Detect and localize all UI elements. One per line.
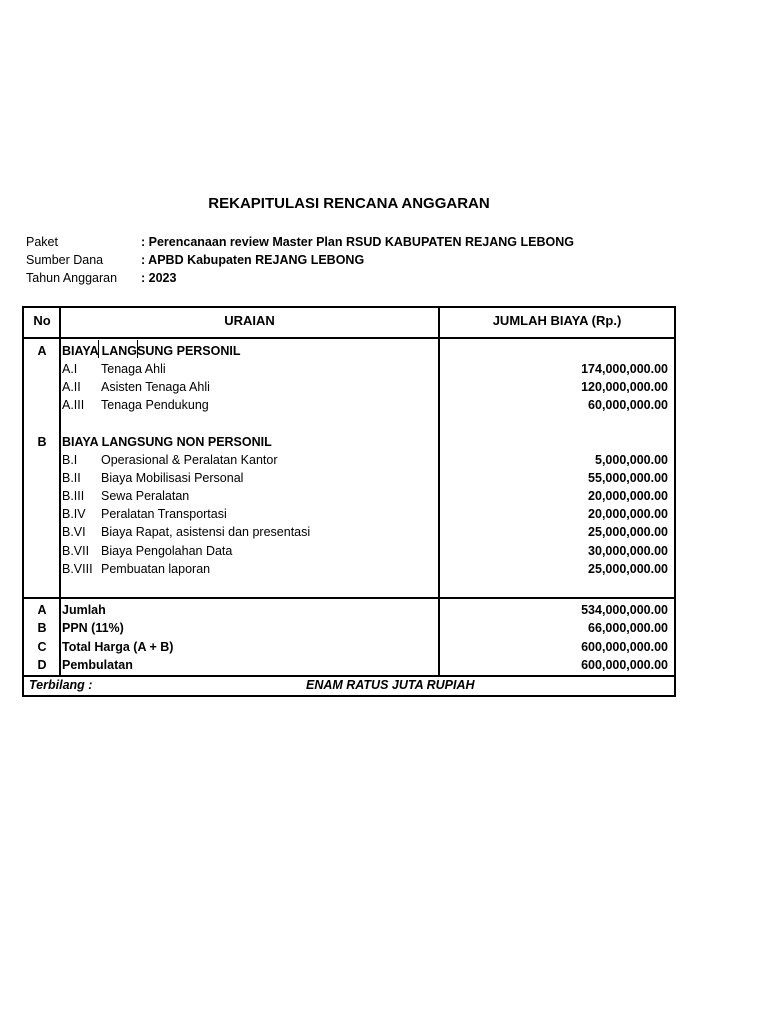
meta-value: : 2023 bbox=[141, 271, 177, 285]
item-description: Pembuatan laporan bbox=[101, 562, 211, 576]
item-description: Biaya Pengolahan Data bbox=[101, 544, 233, 558]
meta-label: Tahun Anggaran bbox=[26, 271, 118, 285]
meta-label: Sumber Dana bbox=[26, 253, 104, 267]
item-description: Sewa Peralatan bbox=[101, 489, 190, 503]
item-amount: 55,000,000.00 bbox=[588, 471, 668, 485]
item-amount: 20,000,000.00 bbox=[588, 489, 668, 503]
meta-label: Paket bbox=[26, 235, 58, 249]
item-amount: 25,000,000.00 bbox=[588, 525, 668, 539]
header-uraian: URAIAN bbox=[224, 313, 275, 328]
summary-divider bbox=[22, 597, 676, 599]
section-title: BIAYA LANGSUNG PERSONIL bbox=[62, 344, 241, 358]
item-code: B.VI bbox=[62, 525, 86, 539]
summary-no: C bbox=[37, 640, 47, 654]
item-description: Biaya Rapat, asistensi dan presentasi bbox=[101, 525, 311, 539]
item-description: Biaya Mobilisasi Personal bbox=[101, 471, 244, 485]
item-code: B.VIII bbox=[62, 562, 93, 576]
item-amount: 5,000,000.00 bbox=[595, 453, 668, 467]
item-description: Operasional & Peralatan Kantor bbox=[101, 453, 278, 467]
terbilang-value: ENAM RATUS JUTA RUPIAH bbox=[306, 678, 475, 692]
section-title: BIAYA LANGSUNG NON PERSONIL bbox=[62, 435, 272, 449]
summary-amount: 600,000,000.00 bbox=[581, 658, 668, 672]
item-description: Tenaga Ahli bbox=[101, 362, 166, 376]
summary-amount: 66,000,000.00 bbox=[588, 621, 668, 635]
column-divider-jumlah bbox=[438, 306, 440, 677]
summary-label: Total Harga (A + B) bbox=[62, 640, 174, 654]
item-code: B.III bbox=[62, 489, 85, 503]
meta-value: : APBD Kabupaten REJANG LEBONG bbox=[141, 253, 365, 267]
item-amount: 120,000,000.00 bbox=[581, 380, 668, 394]
item-code: B.VII bbox=[62, 544, 90, 558]
item-amount: 60,000,000.00 bbox=[588, 398, 668, 412]
item-code: B.II bbox=[62, 471, 81, 485]
summary-no: B bbox=[37, 621, 47, 635]
item-description: Peralatan Transportasi bbox=[101, 507, 227, 521]
section-no: A bbox=[37, 344, 47, 358]
section-no: B bbox=[37, 435, 47, 449]
summary-label: Jumlah bbox=[62, 603, 106, 617]
item-code: A.III bbox=[62, 398, 85, 412]
item-amount: 20,000,000.00 bbox=[588, 507, 668, 521]
item-amount: 174,000,000.00 bbox=[581, 362, 668, 376]
header-divider bbox=[22, 337, 676, 339]
terbilang-label: Terbilang : bbox=[29, 678, 93, 692]
item-code: B.IV bbox=[62, 507, 86, 521]
summary-no: A bbox=[37, 603, 47, 617]
summary-amount: 600,000,000.00 bbox=[581, 640, 668, 654]
item-amount: 30,000,000.00 bbox=[588, 544, 668, 558]
summary-label: PPN (11%) bbox=[62, 621, 124, 635]
header-no: No bbox=[33, 313, 51, 328]
summary-no: D bbox=[37, 658, 47, 672]
item-description: Tenaga Pendukung bbox=[101, 398, 209, 412]
item-code: A.I bbox=[62, 362, 78, 376]
summary-amount: 534,000,000.00 bbox=[581, 603, 668, 617]
item-code: B.I bbox=[62, 453, 78, 467]
header-jumlah: JUMLAH BIAYA (Rp.) bbox=[492, 313, 622, 328]
item-amount: 25,000,000.00 bbox=[588, 562, 668, 576]
item-description: Asisten Tenaga Ahli bbox=[101, 380, 210, 394]
page-title: REKAPITULASI RENCANA ANGGARAN bbox=[208, 195, 490, 212]
meta-value: : Perencanaan review Master Plan RSUD KABUPATEN REJANG LEBONG bbox=[141, 235, 574, 249]
summary-label: Pembulatan bbox=[62, 658, 133, 672]
item-code: A.II bbox=[62, 380, 81, 394]
